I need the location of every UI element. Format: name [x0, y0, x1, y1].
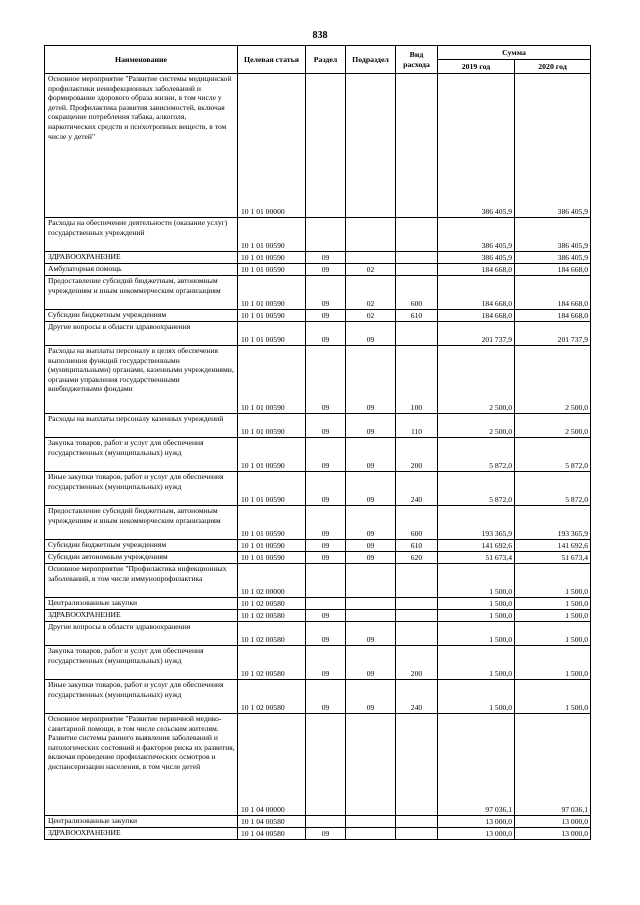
row-section: 09	[306, 610, 346, 622]
row-subsection	[346, 252, 396, 264]
row-name: Другие вопросы в области здравоохранения	[45, 322, 238, 346]
row-subsection: 02	[346, 264, 396, 276]
row-sum-2019: 13 000,0	[438, 828, 515, 840]
row-subsection	[346, 610, 396, 622]
row-name: Расходы на обеспечение деятельности (оказание услуг) государственных учреждений	[45, 218, 238, 252]
row-expense-type: 610	[396, 310, 438, 322]
row-target-code: 10 1 01 00590	[238, 218, 306, 252]
row-sum-2019: 13 000,0	[438, 816, 515, 828]
row-expense-type: 200	[396, 438, 438, 472]
row-name: Закупка товаров, работ и услуг для обеспечения государственных (муниципальных) нужд	[45, 438, 238, 472]
row-name: Субсидии бюджетным учреждениям	[45, 310, 238, 322]
table-row	[45, 680, 591, 714]
header-type: Вид расхода	[396, 46, 438, 74]
row-name: Централизованные закупки	[45, 598, 238, 610]
row-expense-type: 610	[396, 540, 438, 552]
row-sum-2019: 97 036,1	[438, 714, 515, 816]
row-name: Централизованные закупки	[45, 816, 238, 828]
row-expense-type: 200	[396, 646, 438, 680]
row-target-code: 10 1 01 00590	[238, 322, 306, 346]
row-subsection: 09	[346, 646, 396, 680]
table-row	[45, 472, 591, 506]
row-sum-2019: 1 500,0	[438, 622, 515, 646]
row-section: 09	[306, 506, 346, 540]
row-section	[306, 714, 346, 816]
row-section: 09	[306, 540, 346, 552]
table-row	[45, 816, 591, 828]
row-name: Амбулаторная помощь	[45, 264, 238, 276]
row-sum-2020: 184 668,0	[515, 276, 591, 310]
row-expense-type	[396, 218, 438, 252]
row-expense-type	[396, 564, 438, 598]
row-expense-type: 110	[396, 414, 438, 438]
row-section: 09	[306, 472, 346, 506]
row-expense-type: 620	[396, 552, 438, 564]
row-target-code: 10 1 01 00000	[238, 74, 306, 218]
row-section: 09	[306, 680, 346, 714]
row-section: 09	[306, 322, 346, 346]
header-section: Раздел	[306, 46, 346, 74]
table-row	[45, 346, 591, 414]
row-sum-2020: 1 500,0	[515, 598, 591, 610]
row-section: 09	[306, 646, 346, 680]
row-sum-2019: 201 737,9	[438, 322, 515, 346]
row-subsection: 09	[346, 322, 396, 346]
row-name: Закупка товаров, работ и услуг для обеспечения государственных (муниципальных) нужд	[45, 646, 238, 680]
row-target-code: 10 1 01 00590	[238, 540, 306, 552]
row-section: 09	[306, 346, 346, 414]
row-sum-2020: 51 673,4	[515, 552, 591, 564]
header-sum: Сумма	[438, 46, 591, 60]
table-row	[45, 540, 591, 552]
row-name: ЗДРАВООХРАНЕНИЕ	[45, 610, 238, 622]
row-sum-2019: 2 500,0	[438, 346, 515, 414]
row-section: 09	[306, 310, 346, 322]
row-sum-2020: 13 000,0	[515, 828, 591, 840]
row-name: Субсидии автономным учреждениям	[45, 552, 238, 564]
row-subsection: 09	[346, 414, 396, 438]
row-expense-type: 600	[396, 276, 438, 310]
row-sum-2019: 5 872,0	[438, 438, 515, 472]
row-subsection: 09	[346, 680, 396, 714]
row-target-code: 10 1 01 00590	[238, 264, 306, 276]
row-name: Расходы на выплаты персоналу казенных учреждений	[45, 414, 238, 438]
table-row	[45, 218, 591, 252]
row-subsection: 09	[346, 506, 396, 540]
row-sum-2020: 193 365,9	[515, 506, 591, 540]
row-target-code: 10 1 02 00580	[238, 680, 306, 714]
row-section: 09	[306, 264, 346, 276]
row-sum-2020: 2 500,0	[515, 346, 591, 414]
row-target-code: 10 1 02 00580	[238, 610, 306, 622]
row-target-code: 10 1 01 00590	[238, 252, 306, 264]
row-expense-type: 100	[396, 346, 438, 414]
row-sum-2020: 5 872,0	[515, 438, 591, 472]
table-row	[45, 506, 591, 540]
table-row	[45, 252, 591, 264]
row-expense-type	[396, 598, 438, 610]
row-target-code: 10 1 01 00590	[238, 438, 306, 472]
budget-table	[44, 45, 591, 840]
row-subsection: 09	[346, 552, 396, 564]
row-target-code: 10 1 02 00580	[238, 622, 306, 646]
row-name: Расходы на выплаты персоналу в целях обеспечения выполнения функций государственными (муниципальными) органами, казенными учреждениями, органами управления государственными внебюджетными фондами	[45, 346, 238, 414]
row-section	[306, 816, 346, 828]
row-sum-2019: 1 500,0	[438, 610, 515, 622]
row-subsection	[346, 218, 396, 252]
table-row	[45, 438, 591, 472]
row-sum-2020: 1 500,0	[515, 564, 591, 598]
row-target-code: 10 1 02 00580	[238, 598, 306, 610]
table-row	[45, 414, 591, 438]
table-row	[45, 564, 591, 598]
row-target-code: 10 1 01 00590	[238, 414, 306, 438]
row-expense-type	[396, 322, 438, 346]
row-subsection: 09	[346, 540, 396, 552]
row-subsection	[346, 714, 396, 816]
row-section	[306, 564, 346, 598]
table-row	[45, 276, 591, 310]
table-row	[45, 622, 591, 646]
row-sum-2019: 141 692,6	[438, 540, 515, 552]
row-expense-type	[396, 74, 438, 218]
row-sum-2019: 386 405,9	[438, 252, 515, 264]
table-row	[45, 828, 591, 840]
row-target-code: 10 1 01 00590	[238, 472, 306, 506]
header-name: Наименование	[45, 46, 238, 74]
row-section: 09	[306, 414, 346, 438]
row-name: Другие вопросы в области здравоохранения	[45, 622, 238, 646]
row-section	[306, 598, 346, 610]
row-name: ЗДРАВООХРАНЕНИЕ	[45, 252, 238, 264]
row-sum-2019: 1 500,0	[438, 564, 515, 598]
row-expense-type	[396, 714, 438, 816]
row-sum-2020: 184 668,0	[515, 264, 591, 276]
page-number: 838	[312, 30, 328, 41]
row-sum-2019: 2 500,0	[438, 414, 515, 438]
header-target: Целевая статья	[238, 46, 306, 74]
row-subsection: 09	[346, 438, 396, 472]
row-subsection: 09	[346, 472, 396, 506]
row-section: 09	[306, 552, 346, 564]
row-sum-2019: 386 405,9	[438, 218, 515, 252]
row-sum-2020: 141 692,6	[515, 540, 591, 552]
row-sum-2020: 1 500,0	[515, 622, 591, 646]
row-target-code: 10 1 01 00590	[238, 310, 306, 322]
row-expense-type: 600	[396, 506, 438, 540]
row-name: Основное мероприятие "Профилактика инфекционных заболеваний, в том числе иммунопрофилактика	[45, 564, 238, 598]
table-row	[45, 74, 591, 218]
row-target-code: 10 1 04 00580	[238, 828, 306, 840]
row-section: 09	[306, 828, 346, 840]
row-name: Основное мероприятие "Развитие системы медицинской профилактики неинфекционных заболеваний и формирование здорового образа жизни, в том числе у детей. Профилактика развития зависимостей, включая сокращение потребления табака, алкоголя, наркотических средств и психотропных веществ, в том числе у детей"	[45, 74, 238, 218]
row-section: 09	[306, 252, 346, 264]
row-section: 09	[306, 438, 346, 472]
row-target-code: 10 1 04 00580	[238, 816, 306, 828]
row-target-code: 10 1 01 00590	[238, 552, 306, 564]
row-section: 09	[306, 622, 346, 646]
row-sum-2020: 1 500,0	[515, 680, 591, 714]
row-subsection	[346, 74, 396, 218]
row-sum-2020: 13 000,0	[515, 816, 591, 828]
row-expense-type	[396, 816, 438, 828]
row-sum-2020: 97 036,1	[515, 714, 591, 816]
row-section	[306, 74, 346, 218]
row-subsection: 09	[346, 622, 396, 646]
row-sum-2019: 386 405,9	[438, 74, 515, 218]
row-subsection	[346, 598, 396, 610]
row-subsection	[346, 816, 396, 828]
row-sum-2020: 386 405,9	[515, 74, 591, 218]
table-row	[45, 322, 591, 346]
table-row	[45, 714, 591, 816]
table-body	[45, 74, 591, 840]
row-expense-type	[396, 252, 438, 264]
row-sum-2019: 184 668,0	[438, 264, 515, 276]
row-name: Предоставление субсидий бюджетным, автономным учреждениям и иным некоммерческим организациям	[45, 276, 238, 310]
row-section	[306, 218, 346, 252]
row-section: 09	[306, 276, 346, 310]
row-subsection: 02	[346, 276, 396, 310]
row-sum-2020: 184 668,0	[515, 310, 591, 322]
row-name: Субсидии бюджетным учреждениям	[45, 540, 238, 552]
row-sum-2020: 386 405,9	[515, 252, 591, 264]
row-sum-2020: 386 405,9	[515, 218, 591, 252]
header-2020: 2020 год	[515, 60, 591, 74]
row-target-code: 10 1 01 00590	[238, 346, 306, 414]
row-target-code: 10 1 01 00590	[238, 506, 306, 540]
row-sum-2020: 1 500,0	[515, 646, 591, 680]
row-expense-type: 240	[396, 680, 438, 714]
table-row	[45, 646, 591, 680]
row-expense-type	[396, 264, 438, 276]
row-target-code: 10 1 01 00590	[238, 276, 306, 310]
row-sum-2020: 201 737,9	[515, 322, 591, 346]
header-2019: 2019 год	[438, 60, 515, 74]
row-target-code: 10 1 02 00000	[238, 564, 306, 598]
row-sum-2020: 1 500,0	[515, 610, 591, 622]
row-subsection: 02	[346, 310, 396, 322]
table-row	[45, 264, 591, 276]
row-subsection	[346, 828, 396, 840]
row-name: Основное мероприятие "Развитие первичной медико-санитарной помощи, в том числе сельским жителям. Развитие системы раннего выявления заболеваний и патологических состояний и факторов риска их развития, включая проведение профилактических осмотров и диспансеризации населения, в том числе детей	[45, 714, 238, 816]
row-name: Иные закупки товаров, работ и услуг для обеспечения государственных (муниципальных) нужд	[45, 680, 238, 714]
row-target-code: 10 1 04 00000	[238, 714, 306, 816]
row-subsection	[346, 564, 396, 598]
table-row	[45, 310, 591, 322]
row-expense-type	[396, 622, 438, 646]
row-subsection: 09	[346, 346, 396, 414]
row-sum-2019: 193 365,9	[438, 506, 515, 540]
row-sum-2019: 1 500,0	[438, 646, 515, 680]
row-target-code: 10 1 02 00580	[238, 646, 306, 680]
row-sum-2020: 2 500,0	[515, 414, 591, 438]
table-row	[45, 552, 591, 564]
table-row	[45, 610, 591, 622]
row-sum-2020: 5 872,0	[515, 472, 591, 506]
row-name: ЗДРАВООХРАНЕНИЕ	[45, 828, 238, 840]
header-subsection: Подраздел	[346, 46, 396, 74]
row-sum-2019: 184 668,0	[438, 276, 515, 310]
row-sum-2019: 51 673,4	[438, 552, 515, 564]
row-expense-type: 240	[396, 472, 438, 506]
row-sum-2019: 1 500,0	[438, 680, 515, 714]
row-sum-2019: 5 872,0	[438, 472, 515, 506]
row-expense-type	[396, 610, 438, 622]
row-expense-type	[396, 828, 438, 840]
row-name: Иные закупки товаров, работ и услуг для обеспечения государственных (муниципальных) нужд	[45, 472, 238, 506]
row-name: Предоставление субсидий бюджетным, автономным учреждениям и иным некоммерческим организациям	[45, 506, 238, 540]
row-sum-2019: 1 500,0	[438, 598, 515, 610]
row-sum-2019: 184 668,0	[438, 310, 515, 322]
table-row	[45, 598, 591, 610]
